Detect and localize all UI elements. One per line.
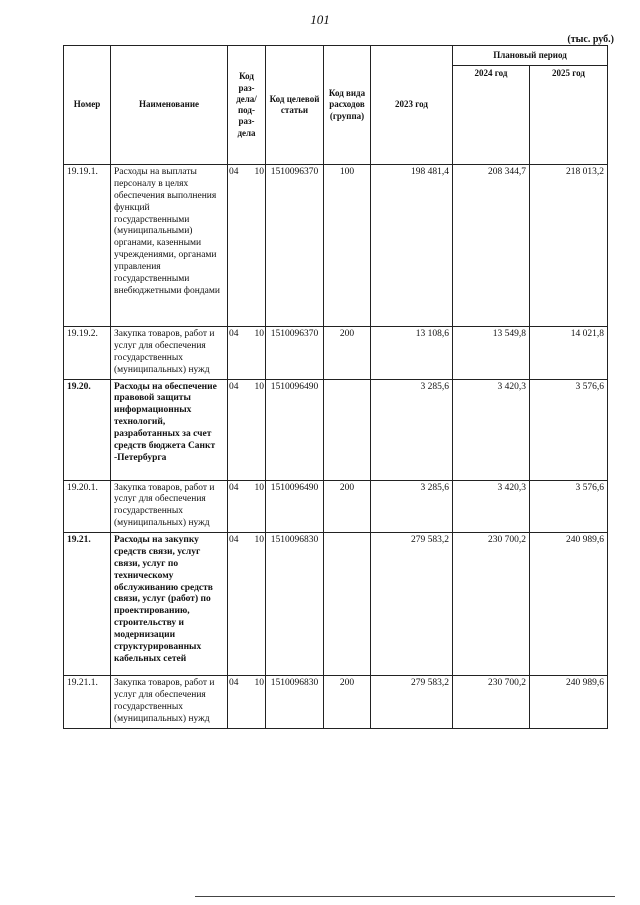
units-label: (тыс. руб.) [567,34,614,45]
row-section [228,480,266,533]
row-section [228,327,266,380]
row-number: 19.21. [64,533,111,676]
row-name: Расходы на закупку средств связи, услуг связи, услуг по техническому обслуживанию средств связи, услуг (работ) по проектированию, строительству и модернизации структурированных кабельных сетей [111,533,228,676]
row-target: 1510096830 [266,676,324,729]
budget-table [63,45,608,729]
row-name: Расходы на выплаты персоналу в целях обеспечения выполнения функций государственными (муниципальными) органами, казенными учреждениями, органами управления государственными внебюджетными фондами [111,165,228,327]
table-row [64,533,608,676]
row-expense-type [324,379,371,480]
row-subsection-code: 10 [254,535,264,545]
row-2023: 3 285,6 [371,480,453,533]
row-2024: 208 344,7 [453,165,530,327]
row-2024: 13 549,8 [453,327,530,380]
row-section [228,533,266,676]
row-subsection-code: 10 [254,167,264,177]
row-section-code: 04 [229,535,239,545]
row-number: 19.20.1. [64,480,111,533]
row-2023: 3 285,6 [371,379,453,480]
header-name: Наименование [111,46,228,165]
row-expense-type: 200 [324,480,371,533]
table-row [64,165,608,327]
row-section-code: 04 [229,167,239,177]
row-section-code: 04 [229,678,239,688]
row-subsection-code: 10 [254,678,264,688]
row-section-code: 04 [229,329,239,339]
row-target: 1510096830 [266,533,324,676]
row-subsection-code: 10 [254,381,264,392]
row-name: Закупка товаров, работ и услуг для обеспечения государственных (муниципальных) нужд [111,676,228,729]
row-section [228,379,266,480]
row-subsection-code: 10 [254,329,264,339]
header-number: Номер [64,46,111,165]
row-2024: 230 700,2 [453,676,530,729]
row-expense-type: 200 [324,327,371,380]
row-2025: 218 013,2 [530,165,608,327]
table-row [64,379,608,480]
row-2025: 240 989,6 [530,676,608,729]
row-target: 1510096370 [266,165,324,327]
header-planned-period: Плановый период [453,46,608,66]
row-target: 1510096490 [266,379,324,480]
row-2023: 279 583,2 [371,676,453,729]
table-row [64,676,608,729]
row-2024: 230 700,2 [453,533,530,676]
row-name: Расходы на обеспечение правовой защиты информационных технологий, разработанных за счет средств бюджета Санкт -Петербурга [111,379,228,480]
header-2025: 2025 год [530,66,608,165]
row-number: 19.20. [64,379,111,480]
row-2025: 14 021,8 [530,327,608,380]
row-expense-type: 100 [324,165,371,327]
row-2023: 279 583,2 [371,533,453,676]
row-target: 1510096490 [266,480,324,533]
row-2025: 3 576,6 [530,379,608,480]
row-target: 1510096370 [266,327,324,380]
row-2025: 240 989,6 [530,533,608,676]
row-expense-type: 200 [324,676,371,729]
row-number: 19.19.2. [64,327,111,380]
row-2025: 3 576,6 [530,480,608,533]
header-2023: 2023 год [371,46,453,165]
row-name: Закупка товаров, работ и услуг для обеспечения государственных (муниципальных) нужд [111,327,228,380]
row-expense-type [324,533,371,676]
header-expense-type: Код вида расходов (группа) [324,46,371,165]
row-number: 19.19.1. [64,165,111,327]
header-target: Код целевой статьи [266,46,324,165]
row-section [228,165,266,327]
row-2024: 3 420,3 [453,379,530,480]
row-subsection-code: 10 [254,482,264,493]
header-section: Код раз-дела/ под-раз-дела [228,46,266,165]
row-section [228,676,266,729]
footer-line [195,896,615,897]
row-2024: 3 420,3 [453,480,530,533]
row-name: Закупка товаров, работ и услуг для обеспечения государственных (муниципальных) нужд [111,480,228,533]
row-2023: 13 108,6 [371,327,453,380]
row-2023: 198 481,4 [371,165,453,327]
row-section-code: 04 [229,381,239,392]
table-row [64,480,608,533]
page-number: 101 [310,12,330,27]
row-section-code: 04 [229,482,239,493]
row-number: 19.21.1. [64,676,111,729]
table-row [64,327,608,380]
header-2024: 2024 год [453,66,530,165]
